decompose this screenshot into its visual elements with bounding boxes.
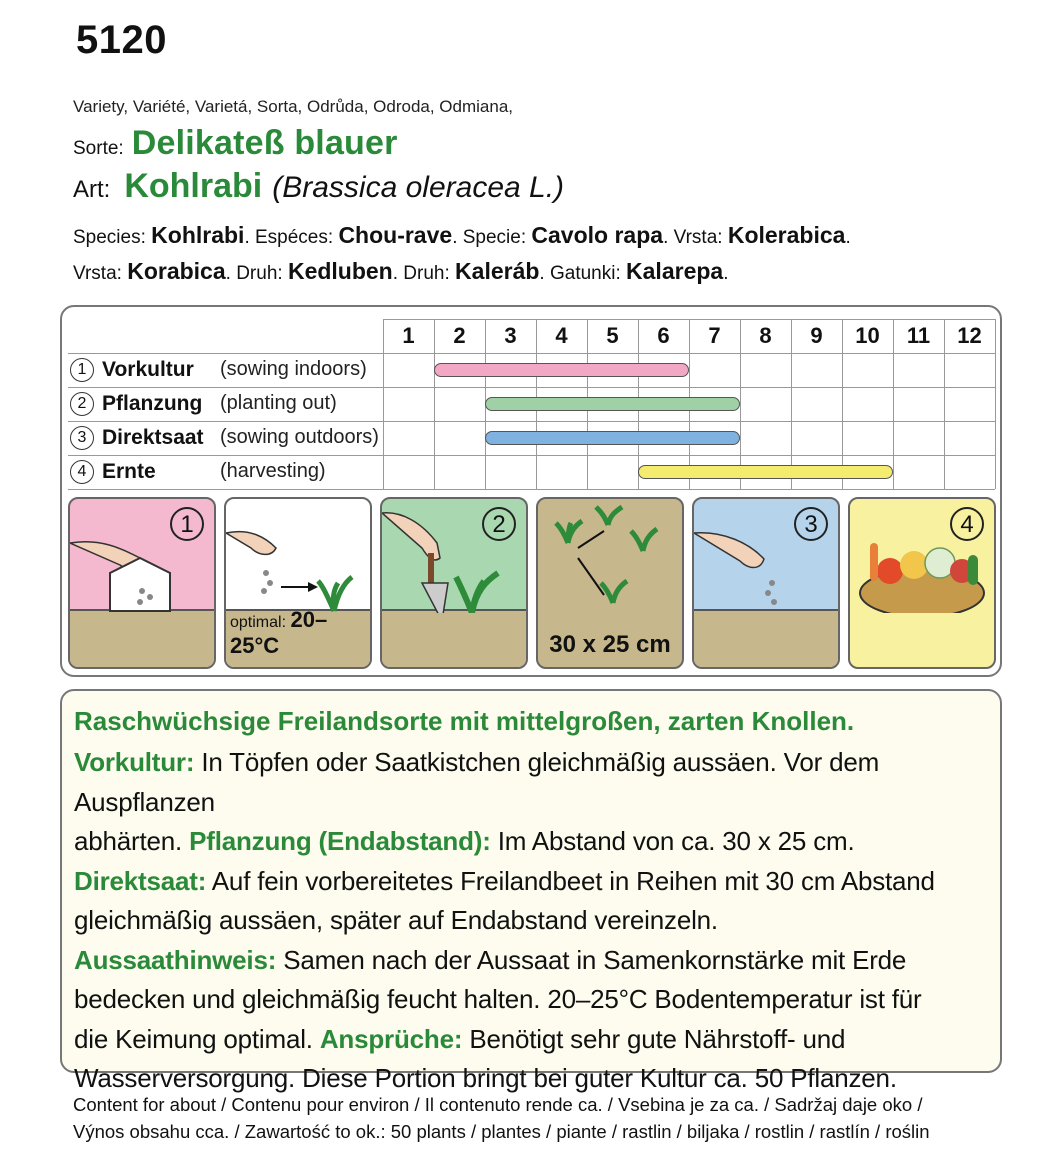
temperature-value: 20–25°C	[230, 607, 328, 658]
row-divider	[68, 455, 383, 456]
step-number-icon: 2	[482, 507, 516, 541]
species-translation-value: Kolerabica	[727, 222, 846, 248]
description-heading: Ansprüche:	[319, 1023, 463, 1054]
product-code: 5120	[76, 18, 167, 62]
calendar-bar	[485, 397, 740, 411]
step-number-icon: 4	[950, 507, 984, 541]
row-label-de: Ernte	[102, 460, 156, 483]
row-divider	[68, 387, 383, 388]
calendar-bar	[434, 363, 689, 377]
species-separator: .	[539, 263, 550, 284]
description-text: gleichmäßig aussäen, später auf Endabstand vereinzeln.	[74, 905, 718, 935]
step-number-icon: 2	[70, 392, 94, 416]
species-name: Kohlrabi	[124, 167, 263, 205]
direct-sowing-illustration	[694, 503, 838, 613]
vegetable-basket-illustration	[850, 503, 994, 613]
species-translations-2	[73, 258, 728, 285]
species-translation-label: Druh:	[236, 263, 288, 284]
soil-area	[694, 609, 838, 667]
species-separator: .	[663, 227, 674, 248]
description-heading: Vorkultur:	[74, 747, 195, 777]
species-translation-label: Druh:	[403, 263, 456, 284]
grid-hline	[383, 489, 995, 490]
month-header: 5	[606, 323, 619, 348]
calendar-row-label	[70, 392, 380, 416]
species-label: Art:	[73, 176, 111, 203]
pictogram-panel	[692, 497, 840, 669]
row-label-de: Vorkultur	[102, 358, 194, 381]
description-text: Auf fein vorbereitetes Freilandbeet in Reihen mit 30 cm Abstand	[206, 865, 935, 896]
description-heading: Pflanzung (Endabstand):	[189, 826, 491, 856]
variety-label: Sorte:	[73, 138, 124, 159]
species-separator: .	[244, 227, 255, 248]
species-separator: .	[225, 263, 237, 284]
species-translation-value: Kalarepa	[626, 258, 724, 284]
species-translation-label: Specie:	[462, 227, 532, 248]
calendar-grid	[383, 319, 995, 483]
description-text: bedecken und gleichmäßig feucht halten. 20–25°C Bodentemperatur ist für	[74, 984, 922, 1014]
species-translation-value: Kohlrabi	[151, 222, 245, 248]
content-line-1: Content for about / Contenu pour environ / Il contenuto rende ca. / Vsebina je za ca. / Sadržaj daje oko /	[73, 1094, 923, 1115]
calendar-bar	[638, 465, 893, 479]
species-translation-value: Kedluben	[287, 258, 393, 284]
description-line	[74, 980, 988, 1020]
species-translation-label: Vrsta:	[673, 227, 728, 248]
calendar-row-label	[70, 358, 380, 382]
pictogram-panel	[848, 497, 996, 669]
pictogram-label	[230, 607, 370, 659]
species-separator: .	[845, 227, 851, 248]
row-label-de: Direktsaat	[102, 426, 204, 449]
row-label-en: (sowing outdoors)	[220, 426, 379, 448]
month-header: 11	[906, 323, 931, 348]
month-header: 2	[453, 323, 466, 348]
species-translation-value: Kaleráb	[455, 258, 540, 284]
row-divider	[68, 489, 383, 490]
description-line	[74, 1020, 988, 1060]
grid-hline	[383, 353, 995, 354]
calendar-row-label	[70, 460, 380, 484]
month-header: 7	[708, 323, 721, 348]
latin-name: (Brassica oleracea L.)	[272, 171, 565, 204]
optimal-label: optimal:	[230, 614, 291, 631]
grid-hline	[383, 387, 995, 388]
step-number-icon: 4	[70, 460, 94, 484]
calendar-bar	[485, 431, 740, 445]
species-translation-value: Korabica	[127, 258, 226, 284]
description-body	[74, 743, 988, 1099]
month-header: 3	[504, 323, 517, 348]
variety-translations: Variety, Variété, Varietá, Sorta, Odrůda, Odroda, Odmiana,	[73, 97, 514, 116]
soil-area	[70, 609, 214, 667]
sowing-calendar	[60, 305, 1002, 677]
species-translations-1	[73, 222, 851, 249]
row-label-de: Pflanzung	[102, 392, 203, 415]
row-label-en: (planting out)	[220, 392, 337, 414]
pictogram-panel	[380, 497, 528, 669]
row-label-en: (harvesting)	[220, 460, 326, 482]
seed-pot-illustration	[70, 503, 214, 613]
month-header: 9	[810, 323, 823, 348]
description-text: Benötigt sehr gute Nährstoff- und	[462, 1023, 846, 1054]
description-heading: Aussaathinweis:	[74, 944, 277, 975]
planting-out-illustration	[382, 503, 526, 613]
month-header: 6	[657, 323, 670, 348]
germination-illustration	[226, 503, 370, 613]
description-lead: Raschwüchsige Freilandsorte mit mittelgroßen, zarten Knollen.	[74, 706, 855, 736]
month-header: 4	[555, 323, 568, 348]
description-box	[60, 689, 1002, 1093]
month-header: 10	[855, 323, 880, 348]
species-translation-label: Espéces:	[255, 227, 339, 248]
pictogram-label: 30 x 25 cm	[549, 631, 671, 658]
species-separator: .	[723, 263, 729, 284]
calendar-row-label	[70, 426, 380, 450]
month-header: 12	[957, 323, 982, 348]
description-line	[74, 743, 988, 822]
grid-vline	[995, 319, 996, 489]
species-separator: .	[392, 263, 404, 284]
month-header: 8	[759, 323, 772, 348]
grid-hline	[383, 455, 995, 456]
description-line	[74, 862, 988, 902]
description-line	[74, 941, 988, 981]
grid-hline	[383, 421, 995, 422]
species-translation-value: Chou-rave	[338, 222, 453, 248]
description-text: In Töpfen oder Saatkistchen gleichmäßig aussäen. Vor dem Auspflanzen	[74, 747, 880, 817]
row-divider	[68, 421, 383, 422]
species-line	[73, 167, 564, 206]
description-text: Samen nach der Aussaat in Samenkornstärke mit Erde	[276, 944, 907, 975]
description-text: Wasserversorgung. Diese Portion bringt bei guter Kultur ca. 50 Pflanzen.	[74, 1063, 897, 1093]
description-text: die Keimung optimal.	[74, 1023, 320, 1054]
step-number-icon: 3	[794, 507, 828, 541]
pictogram-panel	[224, 497, 372, 669]
variety-line	[73, 124, 398, 163]
content-info	[73, 1091, 1033, 1145]
plant-spacing-illustration	[538, 503, 682, 613]
step-number-icon: 1	[70, 358, 94, 382]
row-label-en: (sowing indoors)	[220, 358, 367, 380]
description-text: abhärten.	[74, 826, 190, 856]
description-line	[74, 822, 988, 862]
species-translation-label: Species:	[73, 227, 152, 248]
description-heading: Direktsaat:	[74, 865, 207, 896]
content-line-2: Výnos obsahu cca. / Zawartość to ok.: 50 plants / plantes / piante / rastlin / biljaka / rostlin / rastlín / roślin	[73, 1121, 930, 1142]
step-number-icon: 3	[70, 426, 94, 450]
row-divider	[68, 353, 383, 354]
description-line	[74, 901, 988, 941]
species-translation-label: Vrsta:	[73, 263, 128, 284]
variety-name: Delikateß blauer	[131, 124, 398, 162]
species-translation-label: Gatunki:	[549, 263, 627, 284]
month-header: 1	[402, 323, 415, 348]
pictogram-panel	[536, 497, 684, 669]
pictogram-panel	[68, 497, 216, 669]
description-text: Im Abstand von ca. 30 x 25 cm.	[490, 826, 855, 856]
soil-area	[382, 609, 526, 667]
step-number-icon: 1	[170, 507, 204, 541]
species-translation-value: Cavolo rapa	[531, 222, 664, 248]
species-separator: .	[452, 227, 463, 248]
